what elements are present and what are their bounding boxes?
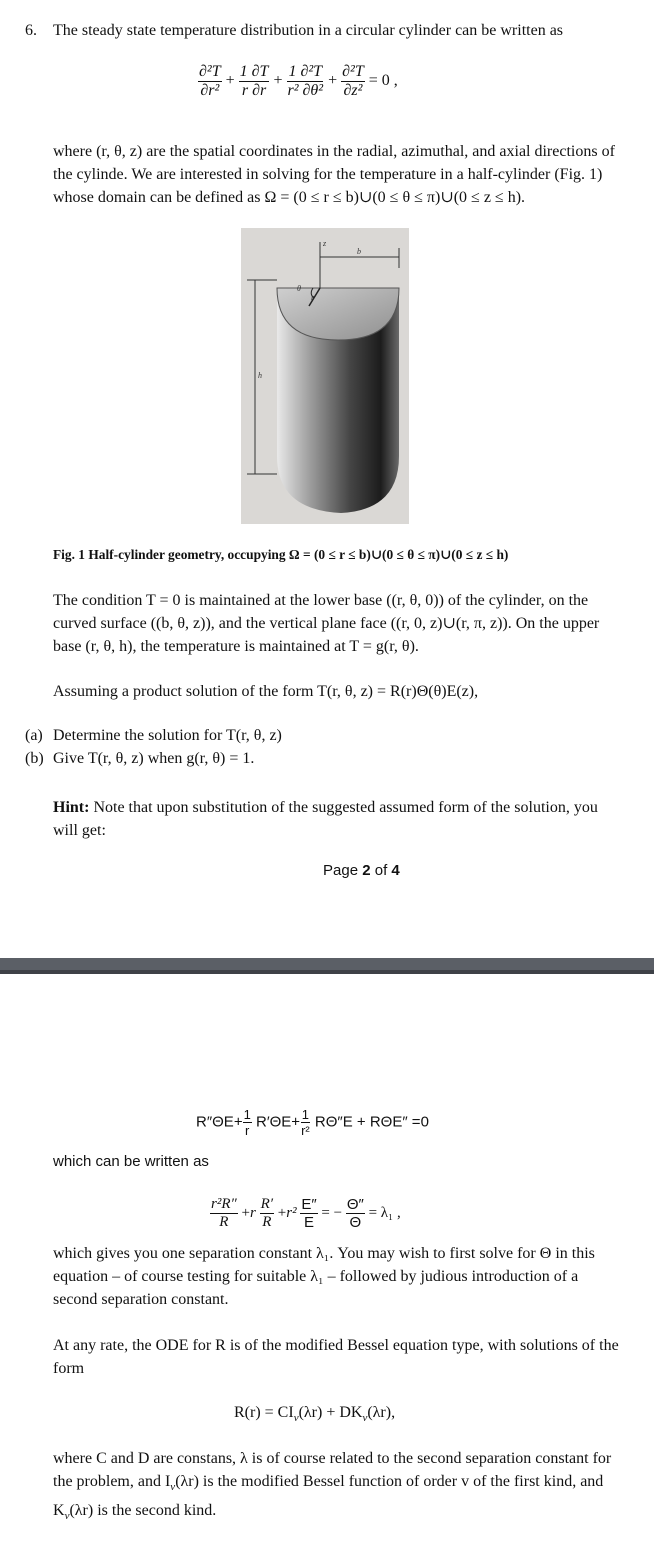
half-cylinder-drawing [241, 228, 409, 524]
laplace-rhs: = 0 , [368, 72, 398, 90]
separated-eq-rhs: = λ₁ , [368, 1204, 401, 1221]
laplace-equation: $\frac{\text{∂²T}}{\text{∂r²}}$ + $\frac{1 \partial T}{r \partial r}$ + $\frac{\text{1 ∂²T}}{\text{r² ∂θ²}}$ + $\frac{\text{∂²T}}{\text{∂z²}}$ = 0 , [199, 63, 398, 99]
hint-text: Note that upon substitution of the suggested assumed form of the solution, you will get: [53, 799, 598, 839]
page-divider [0, 958, 654, 974]
figure-caption: Fig. 1 Half-cylinder geometry, occupying Ω = (0 ≤ r ≤ b)∪(0 ≤ θ ≤ π)∪(0 ≤ z ≤ h) [53, 547, 509, 562]
problem-number: 6. [25, 22, 37, 39]
separated-equation: $\frac{\text{r²R″}}{R}$ +r $\frac{R'}{R}$ +r² $\frac{E''}{E}$ = − $\frac{\Theta''}{\Theta}$ = λ₁ , [211, 1196, 401, 1231]
conditions-paragraph: The condition T = 0 is maintained at the lower base ((r, θ, 0)) of the cylinder, on the curved surface ((b, θ, z)), and the vertical plane face ((r, 0, z)∪(r, π, z)). On the upper base (r, θ, h), the temperature is maintained at T = g(r, θ). [53, 592, 600, 655]
part-a-label: (a) [25, 727, 43, 744]
bessel-definition-paragraph: where C and D are constans, λ is of course related to the second separation constant for the problem, and $I_v(\lambda r)$ is the modified Bessel function of order v of the first kind, and $K_v(\lambda r)$ is the second kind. [53, 1450, 612, 1523]
written-as-text: which can be written as [53, 1153, 209, 1170]
label-b: b [357, 247, 361, 256]
coordinates-paragraph: where (r, θ, z) are the spatial coordinates in the radial, azimuthal, and axial directions of the cylinde. We are interested in solving for the temperature in a half-cylinder (Fig. 1) whose domain can be defined as Ω = (0 ≤ r ≤ b)∪(0 ≤ θ ≤ π)∪(0 ≤ z ≤ h). [53, 143, 615, 206]
label-r: r [311, 293, 315, 302]
label-z: z [323, 239, 327, 248]
label-h: h [258, 371, 262, 380]
part-b-text: Give T(r, θ, z) when g(r, θ) = 1. [53, 750, 255, 767]
separation-paragraph: which gives you one separation constant λ₁. You may wish to first solve for Θ in this equation – of course testing for suitable λ₁ – followed by judious introduction of a second separation constant. [53, 1245, 595, 1308]
bessel-intro-paragraph: At any rate, the ODE for R is of the modified Bessel equation type, with solutions of the form [53, 1337, 619, 1377]
assumption-text: Assuming a product solution of the form T(r, θ, z) = R(r)Θ(θ)E(z), [53, 683, 479, 700]
part-b-label: (b) [25, 750, 44, 767]
page-indicator: Page 2 of 4 [323, 862, 400, 879]
problem-intro: The steady state temperature distribution in a circular cylinder can be written as [53, 22, 564, 39]
part-a-text: Determine the solution for T(r, θ, z) [53, 727, 282, 744]
bessel-solution-equation: $R(r) = CI_v(\lambda r) + DK_v(\lambda r)$, [234, 1404, 396, 1425]
hint-label: Hint: [53, 799, 90, 816]
label-theta: θ [297, 284, 301, 293]
substituted-equation: R″ΘE+ $\frac{1}{r}$ R′ΘE+ $\frac{1}{\text{r²}}$ RΘ″E + RΘE″ =0 [196, 1107, 429, 1138]
half-cylinder-figure [241, 228, 409, 524]
substituted-eq-tail: RΘE″ =0 [369, 1113, 429, 1131]
hint-paragraph [53, 796, 623, 842]
